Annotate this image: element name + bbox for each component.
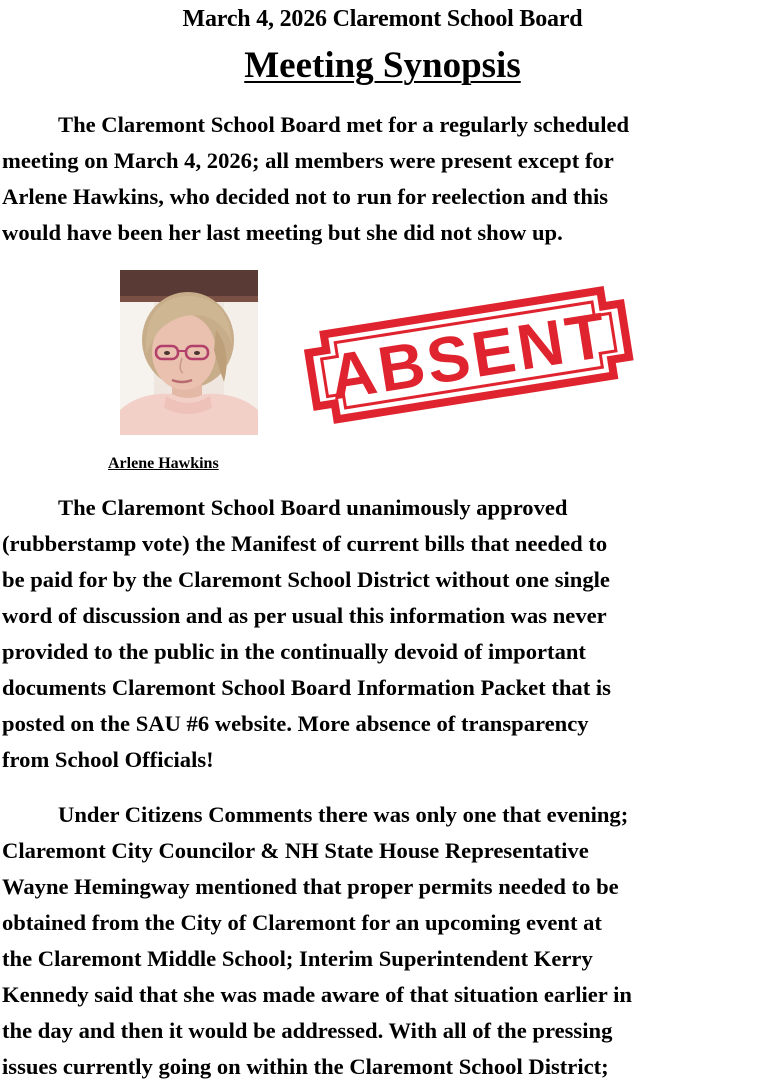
paragraph-line: the day and then it would be addressed. With all of the pressing: [2, 1018, 613, 1043]
photo-caption: Arlene Hawkins: [108, 455, 219, 472]
page-title: March 4, 2026 Claremont School Board: [182, 6, 583, 32]
paragraph-line: Claremont City Councilor & NH State House Representative: [2, 838, 589, 863]
paragraph-line: meeting on March 4, 2026; all members were present except for: [2, 148, 614, 173]
paragraph-line: The Claremont School Board unanimously approved: [58, 495, 568, 520]
portrait-illustration: [120, 270, 258, 435]
page-subtitle-text: Meeting Synopsis: [244, 45, 521, 86]
paragraph-line: posted on the SAU #6 website. More absence of transparency: [2, 711, 589, 736]
paragraph-line: be paid for by the Claremont School District without one single: [2, 567, 610, 592]
paragraph-line: documents Claremont School Board Information Packet that is: [2, 675, 611, 700]
paragraph-line: would have been her last meeting but she did not show up.: [2, 220, 563, 245]
paragraph-manifest: [0, 490, 765, 778]
absent-stamp: [288, 270, 648, 430]
stamp-text: ABSENT: [324, 298, 614, 414]
paragraph-line: Kennedy said that she was made aware of that situation earlier in: [2, 982, 632, 1007]
paragraph-line: (rubberstamp vote) the Manifest of current bills that needed to: [2, 531, 608, 556]
paragraph-line: issues currently going on within the Claremont School District;: [2, 1054, 609, 1079]
paragraph-line: provided to the public in the continually devoid of important: [2, 639, 586, 664]
paragraph-line: from School Officials!: [2, 747, 214, 772]
paragraph-line: Under Citizens Comments there was only one that evening;: [58, 802, 629, 827]
portrait-photo: [120, 270, 258, 435]
paragraph-line: word of discussion and as per usual this information was never: [2, 603, 607, 628]
paragraph-line: The Claremont School Board met for a regularly scheduled: [58, 112, 630, 137]
paragraph-line: obtained from the City of Claremont for an upcoming event at: [2, 910, 602, 935]
page-subtitle: [0, 46, 765, 86]
paragraph-line: Arlene Hawkins, who decided not to run for reelection and this: [2, 184, 609, 209]
paragraph-line: the Claremont Middle School; Interim Superintendent Kerry: [2, 946, 593, 971]
paragraph-intro: [0, 107, 765, 251]
paragraph-line: Wayne Hemingway mentioned that proper permits needed to be: [2, 874, 619, 899]
paragraph-citizens-comments: [0, 797, 765, 1080]
